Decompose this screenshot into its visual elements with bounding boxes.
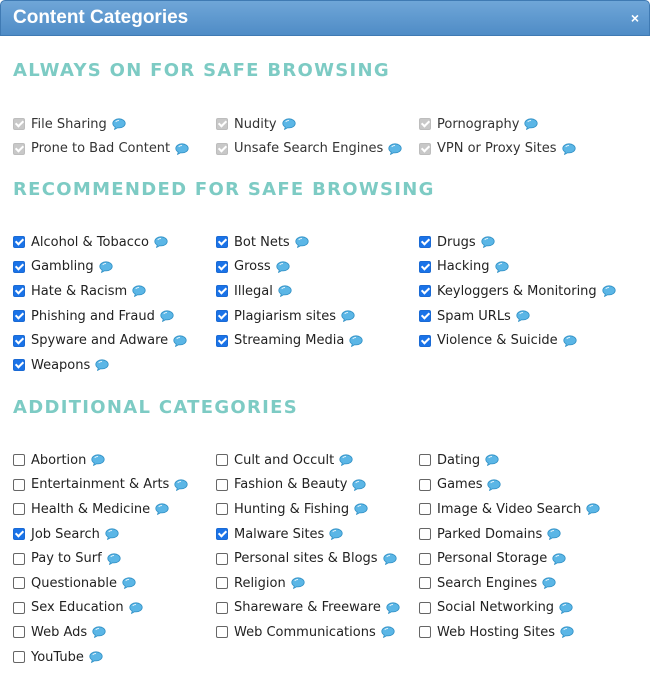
- speech-bubble-icon[interactable]: [559, 602, 573, 614]
- category-parked-domains[interactable]: [419, 522, 643, 547]
- category-label: Bot Nets: [234, 234, 290, 250]
- category-search-engines[interactable]: [419, 571, 643, 596]
- checkbox-keyloggers-and-monitoring[interactable]: [419, 285, 431, 297]
- checkbox-unsafe-search-engines: [216, 143, 228, 155]
- category-label: Job Search: [31, 526, 100, 542]
- section-title-always-on: ALWAYS ON FOR SAFE BROWSING: [13, 60, 390, 81]
- category-abortion[interactable]: [13, 448, 216, 473]
- speech-bubble-icon[interactable]: [354, 503, 368, 515]
- category-pornography: [419, 112, 643, 137]
- checkbox-weapons[interactable]: [13, 359, 25, 371]
- speech-bubble-icon[interactable]: [339, 454, 353, 466]
- category-label: Fashion & Beauty: [234, 477, 348, 493]
- category-alcohol-and-tobacco[interactable]: [13, 230, 216, 255]
- speech-bubble-icon[interactable]: [485, 454, 499, 466]
- category-hunting-and-fishing[interactable]: [216, 497, 419, 522]
- checkbox-pornography: [419, 118, 431, 130]
- checkbox-games[interactable]: [419, 479, 431, 491]
- category-web-hosting-sites[interactable]: [419, 620, 643, 645]
- category-web-ads[interactable]: [13, 620, 216, 645]
- checkbox-web-hosting-sites[interactable]: [419, 626, 431, 638]
- category-pay-to-surf[interactable]: [13, 546, 216, 571]
- category-label: Religion: [234, 575, 286, 591]
- category-label: Gambling: [31, 259, 94, 275]
- speech-bubble-icon[interactable]: [602, 285, 616, 297]
- checkbox-phishing-and-fraud[interactable]: [13, 310, 25, 322]
- category-label: Cult and Occult: [234, 452, 335, 468]
- category-label: Phishing and Fraud: [31, 308, 155, 324]
- speech-bubble-icon[interactable]: [388, 143, 402, 155]
- checkbox-youtube[interactable]: [13, 651, 25, 663]
- category-label: Hate & Racism: [31, 283, 128, 299]
- category-drugs[interactable]: [419, 230, 643, 255]
- speech-bubble-icon[interactable]: [91, 454, 105, 466]
- speech-bubble-icon[interactable]: [278, 285, 292, 297]
- speech-bubble-icon[interactable]: [129, 602, 143, 614]
- additional-grid: [13, 448, 643, 669]
- speech-bubble-icon[interactable]: [560, 626, 574, 638]
- speech-bubble-icon[interactable]: [105, 528, 119, 540]
- speech-bubble-icon[interactable]: [524, 118, 538, 130]
- speech-bubble-icon[interactable]: [552, 553, 566, 565]
- category-keyloggers-and-monitoring[interactable]: [419, 279, 643, 304]
- category-dating[interactable]: [419, 448, 643, 473]
- speech-bubble-icon[interactable]: [155, 503, 169, 515]
- category-label: YouTube: [31, 649, 84, 665]
- checkbox-shareware-and-freeware[interactable]: [216, 602, 228, 614]
- section-title-recommended: RECOMMENDED FOR SAFE BROWSING: [13, 179, 435, 200]
- category-label: Questionable: [31, 575, 117, 591]
- category-nudity: [216, 112, 419, 137]
- checkbox-hacking[interactable]: [419, 261, 431, 273]
- checkbox-social-networking[interactable]: [419, 602, 431, 614]
- category-entertainment-and-arts[interactable]: [13, 473, 216, 498]
- category-label: Search Engines: [437, 575, 538, 591]
- speech-bubble-icon[interactable]: [487, 479, 501, 491]
- speech-bubble-icon[interactable]: [132, 285, 146, 297]
- speech-bubble-icon[interactable]: [92, 626, 106, 638]
- checkbox-web-communications[interactable]: [216, 626, 228, 638]
- category-vpn-or-proxy-sites: [419, 137, 643, 162]
- category-sex-education[interactable]: [13, 596, 216, 621]
- category-label: Spyware and Adware: [31, 333, 169, 349]
- category-gross[interactable]: [216, 255, 419, 280]
- category-weapons[interactable]: [13, 353, 216, 378]
- checkbox-violence-and-suicide[interactable]: [419, 335, 431, 347]
- category-violence-and-suicide[interactable]: [419, 328, 643, 353]
- category-unsafe-search-engines: [216, 137, 419, 162]
- category-label: Web Ads: [31, 624, 88, 640]
- checkbox-illegal[interactable]: [216, 285, 228, 297]
- speech-bubble-icon[interactable]: [562, 143, 576, 155]
- checkbox-drugs[interactable]: [419, 236, 431, 248]
- close-icon[interactable]: ×: [630, 10, 639, 26]
- checkbox-entertainment-and-arts[interactable]: [13, 479, 25, 491]
- checkbox-gross[interactable]: [216, 261, 228, 273]
- checkbox-image-and-video-search[interactable]: [419, 503, 431, 515]
- speech-bubble-icon[interactable]: [160, 310, 174, 322]
- category-label: Gross: [234, 259, 271, 275]
- category-questionable[interactable]: [13, 571, 216, 596]
- speech-bubble-icon[interactable]: [586, 503, 600, 515]
- category-cult-and-occult[interactable]: [216, 448, 419, 473]
- category-label: Malware Sites: [234, 526, 325, 542]
- category-youtube[interactable]: [13, 645, 216, 670]
- category-file-sharing: [13, 112, 216, 137]
- category-label: Dating: [437, 452, 481, 468]
- category-label: Nudity: [234, 116, 277, 132]
- checkbox-parked-domains[interactable]: [419, 528, 431, 540]
- category-label: Prone to Bad Content: [31, 141, 171, 157]
- checkbox-malware-sites[interactable]: [216, 528, 228, 540]
- category-label: Hacking: [437, 259, 490, 275]
- speech-bubble-icon[interactable]: [175, 143, 189, 155]
- checkbox-personal-storage[interactable]: [419, 553, 431, 565]
- dialog-title: Content Categories: [13, 7, 189, 28]
- category-religion[interactable]: [216, 571, 419, 596]
- checkbox-cult-and-occult[interactable]: [216, 454, 228, 466]
- speech-bubble-icon[interactable]: [352, 479, 366, 491]
- speech-bubble-icon[interactable]: [381, 626, 395, 638]
- speech-bubble-icon[interactable]: [99, 261, 113, 273]
- checkbox-spyware-and-adware[interactable]: [13, 335, 25, 347]
- category-health-and-medicine[interactable]: [13, 497, 216, 522]
- category-prone-to-bad-content: [13, 137, 216, 162]
- category-image-and-video-search[interactable]: [419, 497, 643, 522]
- category-label: Health & Medicine: [31, 501, 151, 517]
- category-label: Pay to Surf: [31, 551, 102, 567]
- category-personal-sites-and-blogs[interactable]: [216, 546, 419, 571]
- category-label: Web Hosting Sites: [437, 624, 556, 640]
- category-illegal[interactable]: [216, 279, 419, 304]
- category-label: Spam URLs: [437, 308, 511, 324]
- speech-bubble-icon[interactable]: [516, 310, 530, 322]
- category-label: Violence & Suicide: [437, 333, 558, 349]
- speech-bubble-icon[interactable]: [563, 335, 577, 347]
- speech-bubble-icon[interactable]: [291, 577, 305, 589]
- speech-bubble-icon[interactable]: [174, 479, 188, 491]
- category-label: Personal Storage: [437, 551, 548, 567]
- checkbox-abortion[interactable]: [13, 454, 25, 466]
- checkbox-search-engines[interactable]: [419, 577, 431, 589]
- category-label: VPN or Proxy Sites: [437, 141, 557, 157]
- checkbox-fashion-and-beauty[interactable]: [216, 479, 228, 491]
- category-job-search[interactable]: [13, 522, 216, 547]
- checkbox-dating[interactable]: [419, 454, 431, 466]
- checkbox-questionable[interactable]: [13, 577, 25, 589]
- checkbox-sex-education[interactable]: [13, 602, 25, 614]
- speech-bubble-icon[interactable]: [276, 261, 290, 273]
- recommended-grid: [13, 230, 643, 378]
- checkbox-health-and-medicine[interactable]: [13, 503, 25, 515]
- category-label: Entertainment & Arts: [31, 477, 170, 493]
- section-title-additional: ADDITIONAL CATEGORIES: [13, 397, 299, 418]
- speech-bubble-icon[interactable]: [95, 359, 109, 371]
- category-bot-nets[interactable]: [216, 230, 419, 255]
- category-label: Abortion: [31, 452, 87, 468]
- speech-bubble-icon[interactable]: [341, 310, 355, 322]
- category-label: Personal sites & Blogs: [234, 551, 378, 567]
- category-label: Image & Video Search: [437, 501, 582, 517]
- speech-bubble-icon[interactable]: [386, 602, 400, 614]
- speech-bubble-icon[interactable]: [122, 577, 136, 589]
- speech-bubble-icon[interactable]: [173, 335, 187, 347]
- category-spam-urls[interactable]: [419, 304, 643, 329]
- category-label: Social Networking: [437, 600, 555, 616]
- category-label: Alcohol & Tobacco: [31, 234, 149, 250]
- category-web-communications[interactable]: [216, 620, 419, 645]
- category-label: Keyloggers & Monitoring: [437, 283, 597, 299]
- category-spyware-and-adware[interactable]: [13, 328, 216, 353]
- category-label: File Sharing: [31, 116, 107, 132]
- category-gambling[interactable]: [13, 255, 216, 280]
- checkbox-personal-sites-and-blogs[interactable]: [216, 553, 228, 565]
- checkbox-job-search[interactable]: [13, 528, 25, 540]
- category-hacking[interactable]: [419, 255, 643, 280]
- category-streaming-media[interactable]: [216, 328, 419, 353]
- checkbox-spam-urls[interactable]: [419, 310, 431, 322]
- speech-bubble-icon[interactable]: [295, 236, 309, 248]
- category-label: Unsafe Search Engines: [234, 141, 384, 157]
- checkbox-religion[interactable]: [216, 577, 228, 589]
- category-label: Parked Domains: [437, 526, 543, 542]
- checkbox-bot-nets[interactable]: [216, 236, 228, 248]
- category-label: Pornography: [437, 116, 520, 132]
- checkbox-alcohol-and-tobacco[interactable]: [13, 236, 25, 248]
- category-label: Hunting & Fishing: [234, 501, 350, 517]
- speech-bubble-icon[interactable]: [542, 577, 556, 589]
- category-label: Streaming Media: [234, 333, 345, 349]
- category-label: Games: [437, 477, 483, 493]
- speech-bubble-icon[interactable]: [89, 651, 103, 663]
- checkbox-hate-and-racism[interactable]: [13, 285, 25, 297]
- category-label: Web Communications: [234, 624, 376, 640]
- category-label: Drugs: [437, 234, 476, 250]
- checkbox-prone-to-bad-content: [13, 143, 25, 155]
- speech-bubble-icon[interactable]: [282, 118, 296, 130]
- category-label: Sex Education: [31, 600, 124, 616]
- speech-bubble-icon[interactable]: [154, 236, 168, 248]
- category-games[interactable]: [419, 473, 643, 498]
- category-plagiarism-sites[interactable]: [216, 304, 419, 329]
- checkbox-hunting-and-fishing[interactable]: [216, 503, 228, 515]
- category-hate-and-racism[interactable]: [13, 279, 216, 304]
- checkbox-nudity: [216, 118, 228, 130]
- checkbox-web-ads[interactable]: [13, 626, 25, 638]
- dialog-titlebar: [0, 0, 650, 36]
- category-fashion-and-beauty[interactable]: [216, 473, 419, 498]
- checkbox-pay-to-surf[interactable]: [13, 553, 25, 565]
- checkbox-gambling[interactable]: [13, 261, 25, 273]
- checkbox-vpn-or-proxy-sites: [419, 143, 431, 155]
- speech-bubble-icon[interactable]: [547, 528, 561, 540]
- speech-bubble-icon[interactable]: [383, 553, 397, 565]
- checkbox-file-sharing: [13, 118, 25, 130]
- checkbox-streaming-media[interactable]: [216, 335, 228, 347]
- category-social-networking[interactable]: [419, 596, 643, 621]
- speech-bubble-icon[interactable]: [349, 335, 363, 347]
- speech-bubble-icon[interactable]: [112, 118, 126, 130]
- category-label: Plagiarism sites: [234, 308, 337, 324]
- speech-bubble-icon[interactable]: [481, 236, 495, 248]
- category-label: Weapons: [31, 357, 91, 373]
- category-label: Illegal: [234, 283, 273, 299]
- checkbox-plagiarism-sites[interactable]: [216, 310, 228, 322]
- speech-bubble-icon[interactable]: [329, 528, 343, 540]
- category-shareware-and-freeware[interactable]: [216, 596, 419, 621]
- speech-bubble-icon[interactable]: [495, 261, 509, 273]
- category-phishing-and-fraud[interactable]: [13, 304, 216, 329]
- category-personal-storage[interactable]: [419, 546, 643, 571]
- always-on-grid: [13, 112, 643, 161]
- category-malware-sites[interactable]: [216, 522, 419, 547]
- speech-bubble-icon[interactable]: [107, 553, 121, 565]
- category-label: Shareware & Freeware: [234, 600, 381, 616]
